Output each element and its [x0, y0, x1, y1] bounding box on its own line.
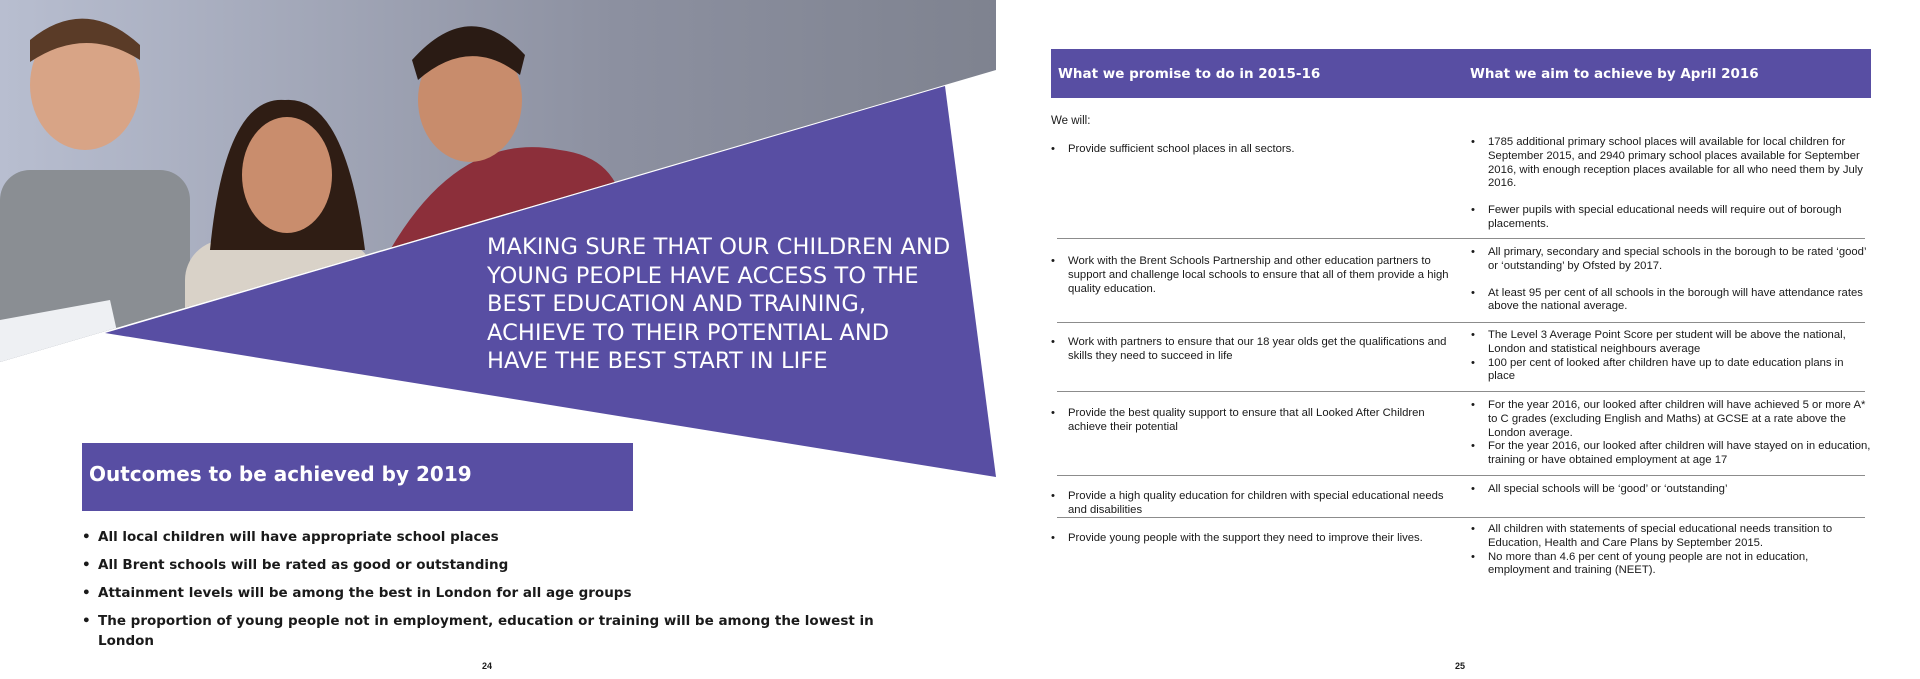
row-divider: [1057, 391, 1865, 392]
aim-text: • 1785 additional primary school places will available for local children for September 2015, and 2940 primary school places available for September 2016, with enough reception places available for all who need them by July 2016.: [1471, 136, 1871, 191]
aim-text: • Fewer pupils with special educational needs will require out of borough placements.: [1471, 204, 1871, 232]
outcomes-title: Outcomes to be achieved by 2019: [89, 462, 472, 486]
aims-cell: [1471, 483, 1871, 497]
aim-text: • At least 95 per cent of all schools in the borough will have attendance rates above the national average.: [1471, 287, 1871, 315]
promise-cell: [1051, 532, 1451, 546]
header-aims: What we aim to achieve by April 2016: [1470, 66, 1759, 82]
row-divider: [1057, 517, 1865, 518]
row-divider: [1057, 322, 1865, 323]
list-item: • The proportion of young people not in employment, education or training will be among the lowest in London: [82, 611, 882, 639]
outcomes-list: [82, 527, 882, 649]
aim-text: • All primary, secondary and special schools in the borough to be rated ‘good’ or ‘outstanding’ by Ofsted by 2017.: [1471, 246, 1871, 274]
promise-cell: [1051, 407, 1451, 435]
page-number-left: 24: [482, 661, 493, 671]
aim-text: • No more than 4.6 per cent of young people are not in education, employment and training (NEET).: [1471, 551, 1871, 579]
intro-text: We will:: [1051, 115, 1091, 127]
list-item: • All local children will have appropriate school places: [82, 527, 882, 555]
aims-cell: [1471, 399, 1871, 468]
aim-text: • The Level 3 Average Point Score per student will be above the national, London and statistical neighbours average: [1471, 329, 1871, 357]
list-item: • Attainment levels will be among the best in London for all age groups: [82, 583, 882, 611]
promise-text: • Provide a high quality education for children with special educational needs and disabilities: [1051, 490, 1451, 518]
promise-cell: [1051, 336, 1451, 364]
row-divider: [1057, 238, 1865, 239]
promise-text: • Work with partners to ensure that our 18 year olds get the qualifications and skills they need to succeed in life: [1051, 336, 1451, 364]
aim-text: • All special schools will be ‘good’ or ‘outstanding’: [1471, 483, 1871, 497]
list-item: • All Brent schools will be rated as good or outstanding: [82, 555, 882, 583]
promise-text: • Provide young people with the support they need to improve their lives.: [1051, 532, 1451, 546]
aim-text: • For the year 2016, our looked after children will have stayed on in education, training or have obtained employment at age 17: [1471, 440, 1871, 468]
outcomes-header: [82, 443, 633, 511]
aims-cell: [1471, 136, 1871, 232]
aim-text: • All children with statements of special educational needs transition to Education, Health and Care Plans by September 2015.: [1471, 523, 1871, 551]
aims-cell: [1471, 246, 1871, 314]
row-divider: [1057, 475, 1865, 476]
table-header: [1051, 49, 1871, 98]
aims-cell: [1471, 329, 1871, 384]
aim-text: • 100 per cent of looked after children have up to date education plans in place: [1471, 357, 1871, 385]
promise-text: • Work with the Brent Schools Partnership and other education partners to support and challenge local schools to ensure that all of them provide a high quality education.: [1051, 255, 1451, 296]
page-number-right: 25: [1455, 661, 1466, 671]
header-promise: What we promise to do in 2015-16: [1058, 66, 1321, 82]
section-headline: MAKING SURE THAT OUR CHILDREN AND YOUNG PEOPLE HAVE ACCESS TO THE BEST EDUCATION AND TRAINING, ACHIEVE TO THEIR POTENTIAL AND HAVE THE BEST START IN LIFE: [487, 234, 951, 375]
aims-cell: [1471, 523, 1871, 578]
promise-cell: [1051, 255, 1451, 296]
aim-text: • For the year 2016, our looked after children will have achieved 5 or more A* to C grades (excluding English and Maths) at GCSE at a rate above the London average.: [1471, 399, 1871, 440]
promise-text: • Provide sufficient school places in all sectors.: [1051, 143, 1451, 157]
promise-text: • Provide the best quality support to ensure that all Looked After Children achieve their potential: [1051, 407, 1451, 435]
promise-cell: [1051, 490, 1451, 518]
promise-cell: [1051, 143, 1451, 157]
